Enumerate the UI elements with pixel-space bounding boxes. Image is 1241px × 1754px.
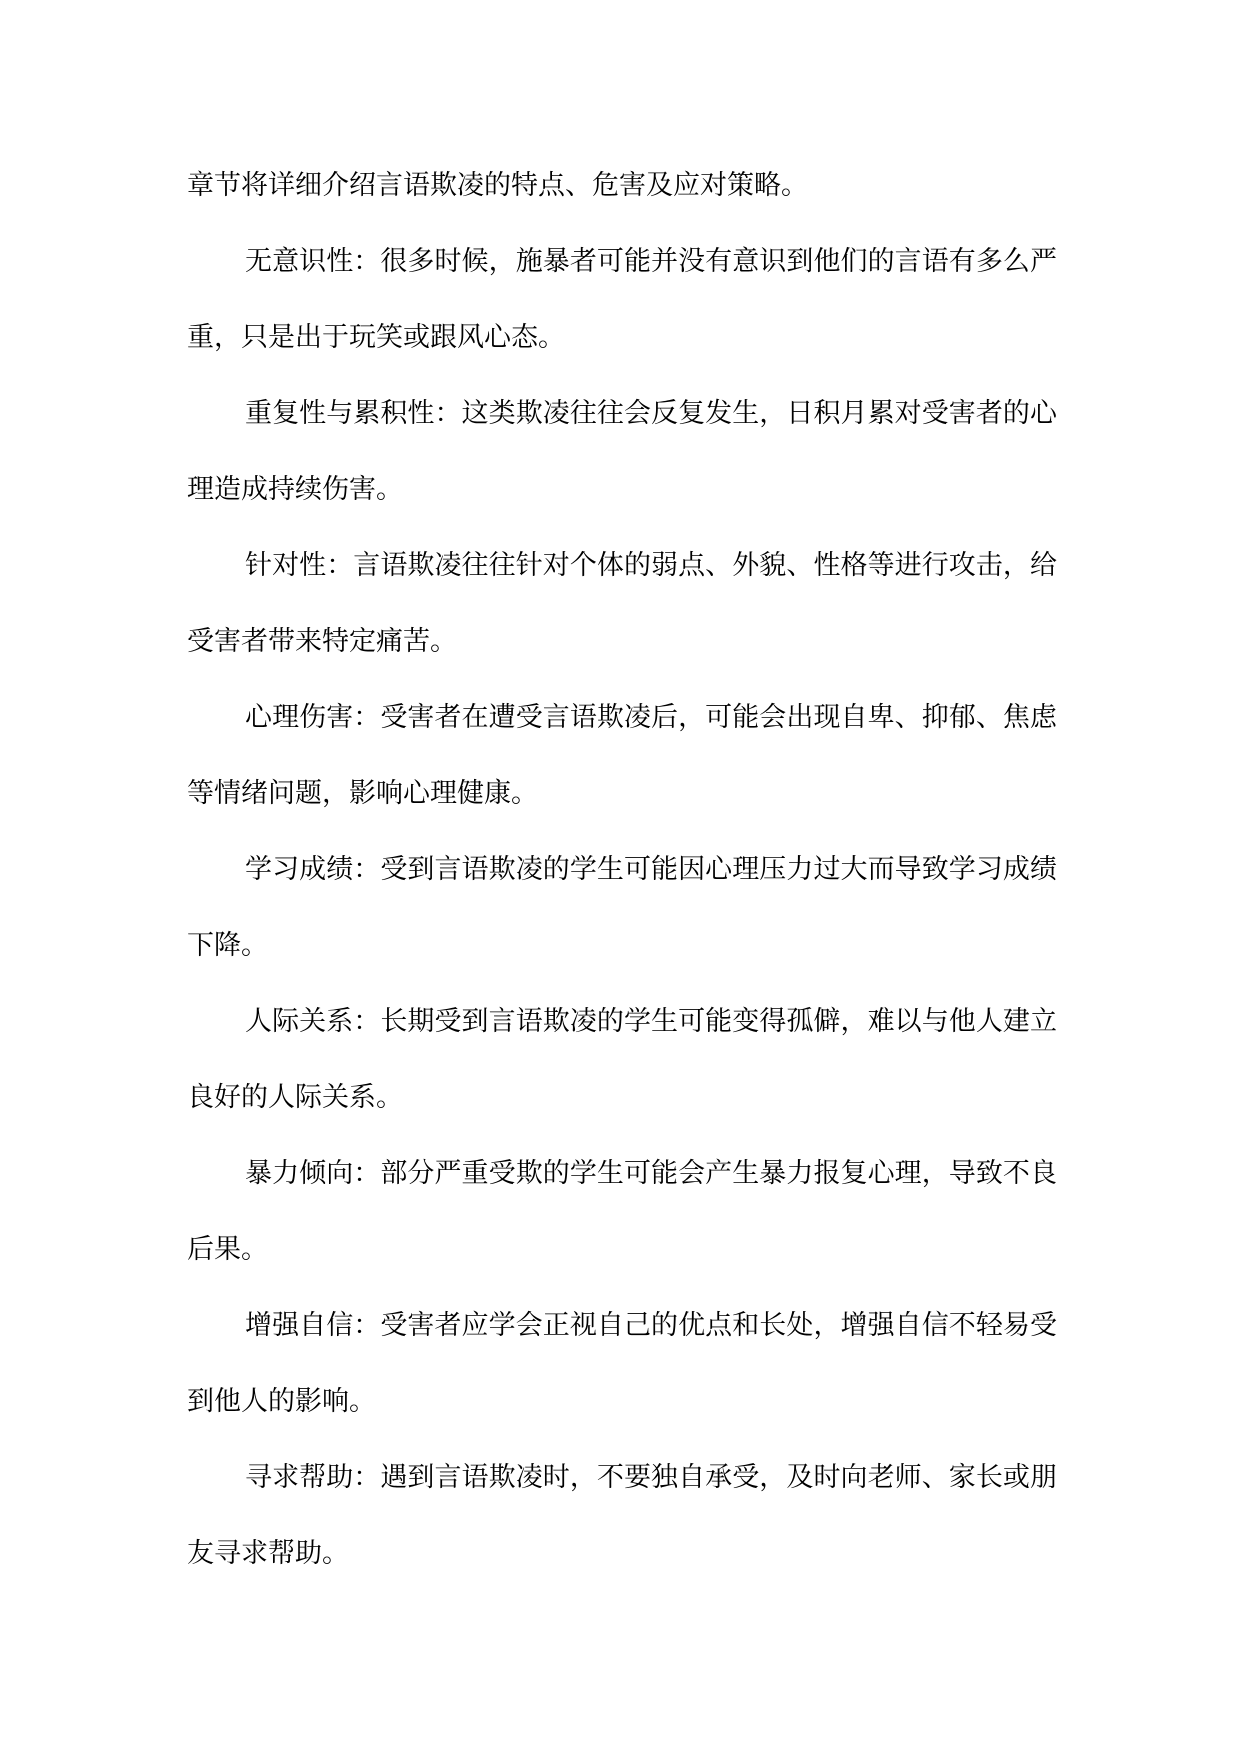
- paragraph-repetition: 重复性与累积性：这类欺凌往往会反复发生，日积月累对受害者的心理造成持续伤害。: [187, 398, 1057, 505]
- paragraph-seek-help: 寻求帮助：遇到言语欺凌时，不要独自承受，及时向老师、家长或朋友寻求帮助。: [187, 1462, 1057, 1569]
- paragraph-build-confidence: 增强自信：受害者应学会正视自己的优点和长处，增强自信不轻易受到他人的影响。: [187, 1310, 1057, 1417]
- paragraph-unconsciousness: 无意识性：很多时候，施暴者可能并没有意识到他们的言语有多么严重，只是出于玩笑或跟风心态。: [187, 246, 1057, 353]
- paragraph-academic-performance: 学习成绩：受到言语欺凌的学生可能因心理压力过大而导致学习成绩下降。: [187, 854, 1057, 961]
- paragraph-relationships: 人际关系：长期受到言语欺凌的学生可能变得孤僻，难以与他人建立良好的人际关系。: [187, 1006, 1057, 1113]
- paragraph-targeting: 针对性：言语欺凌往往针对个体的弱点、外貌、性格等进行攻击，给受害者带来特定痛苦。: [187, 550, 1057, 657]
- paragraph-psychological-harm: 心理伤害：受害者在遭受言语欺凌后，可能会出现自卑、抑郁、焦虑等情绪问题，影响心理健康。: [187, 702, 1057, 809]
- paragraph-intro: 章节将详细介绍言语欺凌的特点、危害及应对策略。: [187, 170, 808, 201]
- paragraph-violent-tendency: 暴力倾向：部分严重受欺的学生可能会产生暴力报复心理，导致不良后果。: [187, 1158, 1057, 1265]
- document-body: [187, 148, 1057, 1592]
